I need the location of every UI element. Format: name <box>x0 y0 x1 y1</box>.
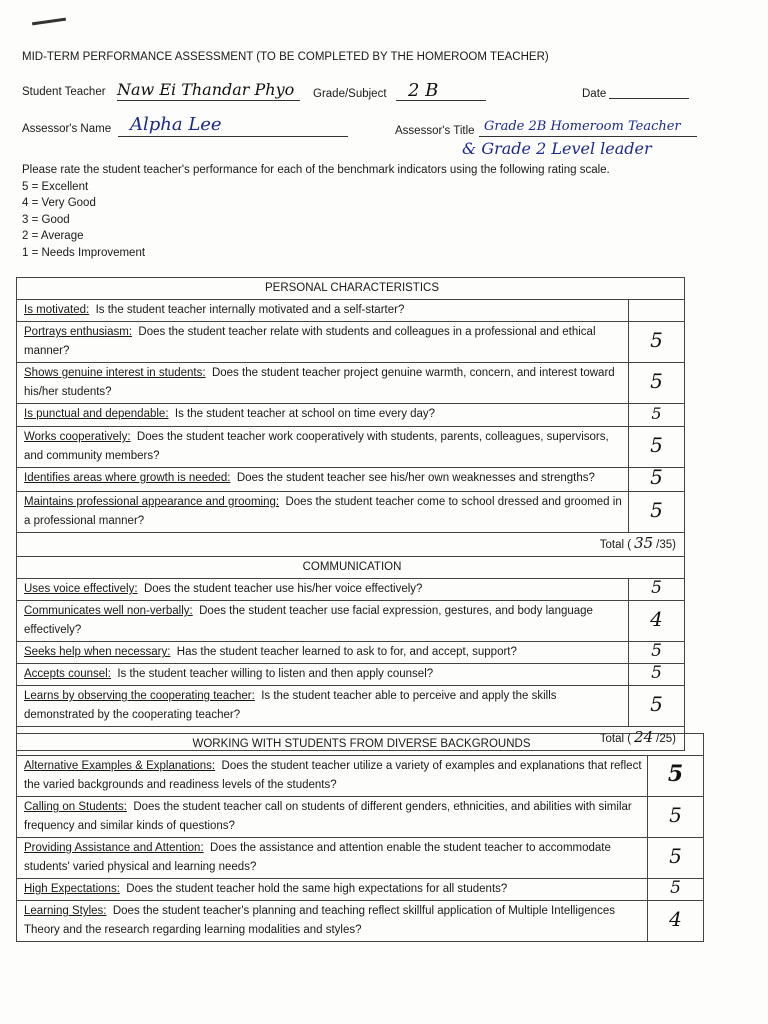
instructions-text: Please rate the student teacher's performance for each of the benchmark indicators using the following rating scale. <box>22 164 610 176</box>
pen-mark <box>32 18 66 26</box>
indicator <box>17 664 629 686</box>
indicator-text: Does the student teacher call on students of different genders, ethnicities, and abilities with similar frequency and similar kinds of questions? <box>24 801 632 832</box>
grade-subject-value[interactable]: 2 B <box>408 80 439 101</box>
assessor-title-line1[interactable]: Grade 2B Homeroom Teacher <box>484 119 681 134</box>
assessor-name-value[interactable]: Alpha Lee <box>130 114 222 135</box>
score-value: 5 <box>650 691 663 716</box>
indicator-title: Uses voice effectively: <box>24 583 138 595</box>
total-prefix: Total ( <box>599 539 632 551</box>
assessor-title-line <box>479 136 697 137</box>
student-teacher-value[interactable]: Naw Ei Thandar Phyo <box>117 80 295 99</box>
score-value: 5 <box>650 497 663 522</box>
indicator-text: Does the student teacher relate with students and colleagues in a professional and ethical manner? <box>24 326 596 357</box>
table-row <box>17 879 704 901</box>
indicator <box>17 404 629 427</box>
scale-item: 1 = Needs Improvement <box>22 246 146 259</box>
table-row <box>17 427 685 468</box>
score-cell[interactable] <box>648 879 704 901</box>
indicator-title: Communicates well non-verbally: <box>24 605 193 617</box>
indicator-text: Does the assistance and attention enable the student teacher to accommodate students' varied physical and learning needs? <box>24 842 611 873</box>
indicator-title: Seeks help when necessary: <box>24 646 171 658</box>
indicator <box>17 901 648 942</box>
indicator-text: Is the student teacher willing to listen and then apply counsel? <box>117 668 434 680</box>
indicator-text: Does the student teacher use his/her voice effectively? <box>143 583 423 595</box>
indicator <box>17 642 629 664</box>
score-value: 5 <box>650 432 663 457</box>
score-cell[interactable] <box>629 465 685 492</box>
indicator-text: Does the student teacher's planning and teaching reflect skillful application of Multiple Intelligences Theory and the research regarding learning modalities and styles? <box>24 905 615 936</box>
table-row <box>17 797 704 838</box>
personal-characteristics-table <box>16 277 685 751</box>
table-row <box>17 601 685 642</box>
score-cell[interactable] <box>629 322 685 363</box>
indicator-title: Works cooperatively: <box>24 431 131 443</box>
score-value: 5 <box>667 760 684 787</box>
total-value[interactable]: 35 <box>634 534 654 552</box>
indicator <box>17 686 629 727</box>
form-title: MID-TERM PERFORMANCE ASSESSMENT (TO BE COMPLETED BY THE HOMEROOM TEACHER) <box>22 51 549 63</box>
indicator <box>17 879 648 901</box>
indicator <box>17 756 648 797</box>
indicator-text: Does the student teacher come to school dressed and groomed in a professional manner? <box>24 496 622 527</box>
assessor-title-line2[interactable]: & Grade 2 Level leader <box>462 139 652 158</box>
score-value: 5 <box>650 368 663 393</box>
table-row <box>17 322 685 363</box>
indicator-text: Does the student teacher utilize a variety of examples and explanations that reflect the varied backgrounds and readiness levels of the students? <box>24 760 642 791</box>
indicator <box>17 363 629 404</box>
indicator-title: Learning Styles: <box>24 905 107 917</box>
score-cell[interactable] <box>629 686 685 727</box>
score-cell[interactable] <box>629 300 685 322</box>
table-row <box>17 404 685 427</box>
score-value: 5 <box>651 663 662 683</box>
table-row <box>17 756 704 797</box>
scale-item: 4 = Very Good <box>22 197 96 209</box>
date-label: Date <box>582 88 607 100</box>
indicator <box>17 797 648 838</box>
table-row <box>17 492 685 533</box>
table-row <box>17 642 685 664</box>
indicator <box>17 579 629 601</box>
table-row <box>17 468 685 492</box>
assessor-title-label: Assessor's Title <box>395 125 475 137</box>
indicator-text: Has the student teacher learned to ask to for, and accept, support? <box>176 646 517 658</box>
total-suffix: /35) <box>656 539 676 551</box>
score-value: 5 <box>669 843 682 868</box>
score-value: 5 <box>669 802 682 827</box>
indicator <box>17 838 648 879</box>
section-heading: COMMUNICATION <box>17 557 685 579</box>
score-cell[interactable] <box>648 756 704 797</box>
scale-item: 5 = Excellent <box>22 180 89 193</box>
indicator <box>17 601 629 642</box>
indicator-text: Does the student teacher hold the same high expectations for all students? <box>126 883 508 895</box>
indicator <box>17 468 629 492</box>
table-row <box>17 579 685 601</box>
indicator-title: Alternative Examples & Explanations: <box>24 760 216 772</box>
section-heading: PERSONAL CHARACTERISTICS <box>17 278 685 300</box>
score-cell[interactable] <box>648 901 704 942</box>
indicator <box>17 427 629 468</box>
total-value[interactable]: 24 <box>634 728 654 746</box>
score-cell[interactable] <box>629 601 685 642</box>
student-teacher-line <box>117 100 300 101</box>
indicator-title: Accepts counsel: <box>24 668 111 680</box>
assessor-name-line <box>118 136 348 137</box>
table-row <box>17 901 704 942</box>
score-cell[interactable] <box>629 664 685 686</box>
diverse-backgrounds-table <box>16 733 704 942</box>
score-value: 5 <box>651 404 662 423</box>
scale-item: 2 = Average <box>22 230 84 242</box>
indicator <box>17 322 629 363</box>
indicator-text: Does the student teacher project genuine warmth, concern, and interest toward his/her students? <box>24 367 615 398</box>
indicator-text: Does the student teacher work cooperatively with students, parents, colleagues, supervisors, and community members? <box>24 431 609 462</box>
score-cell[interactable] <box>629 404 685 427</box>
indicator-title: Identifies areas where growth is needed: <box>24 472 231 484</box>
assessor-name-label: Assessor's Name <box>22 123 112 135</box>
score-value: 5 <box>650 327 663 352</box>
indicator-title: Shows genuine interest in students: <box>24 367 206 379</box>
grade-subject-label: Grade/Subject <box>313 88 387 100</box>
indicator-title: Portrays enthusiasm: <box>24 326 133 338</box>
score-cell[interactable] <box>629 363 685 404</box>
score-value: 5 <box>651 641 662 661</box>
score-cell[interactable] <box>629 579 685 601</box>
table-row <box>17 300 685 322</box>
indicator-title: High Expectations: <box>24 883 120 895</box>
instructions <box>22 162 610 261</box>
table-row <box>17 686 685 727</box>
indicator <box>17 492 629 533</box>
section-total <box>17 533 685 557</box>
score-cell[interactable] <box>629 492 685 533</box>
indicator-title: Is punctual and dependable: <box>24 408 169 420</box>
indicator-text: Is the student teacher able to perceive and apply the skills demonstrated by the cooperating teacher? <box>24 690 557 721</box>
indicator-title: Calling on Students: <box>24 801 127 813</box>
score-cell[interactable] <box>629 427 685 468</box>
score-value: 4 <box>669 906 682 931</box>
score-cell[interactable] <box>648 797 704 838</box>
scale-item: 3 = Good <box>22 213 70 226</box>
total-prefix: Total ( <box>599 733 632 745</box>
indicator <box>17 300 629 322</box>
indicator-title: Is motivated: <box>24 304 90 316</box>
indicator-text: Is the student teacher internally motivated and a self-starter? <box>95 304 405 316</box>
table-row <box>17 838 704 879</box>
total-suffix: /25) <box>656 733 676 745</box>
section-heading: WORKING WITH STUDENTS FROM DIVERSE BACKGROUNDS <box>17 734 704 756</box>
indicator-title: Providing Assistance and Attention: <box>24 842 204 854</box>
score-value: 5 <box>650 465 663 489</box>
score-value: 4 <box>650 606 663 631</box>
indicator-text: Is the student teacher at school on time every day? <box>174 408 436 420</box>
indicator-title: Maintains professional appearance and grooming: <box>24 496 280 508</box>
table-row <box>17 363 685 404</box>
score-cell[interactable] <box>648 838 704 879</box>
score-value: 5 <box>651 578 662 598</box>
date-field[interactable] <box>609 98 689 99</box>
student-teacher-label: Student Teacher <box>22 86 106 98</box>
score-cell[interactable] <box>629 642 685 664</box>
table-row <box>17 664 685 686</box>
indicator-title: Learns by observing the cooperating teacher: <box>24 690 255 702</box>
indicator-text: Does the student teacher see his/her own weaknesses and strengths? <box>236 472 595 484</box>
indicator-text: Does the student teacher use facial expression, gestures, and body language effectively? <box>24 605 593 636</box>
score-value: 5 <box>670 878 681 898</box>
